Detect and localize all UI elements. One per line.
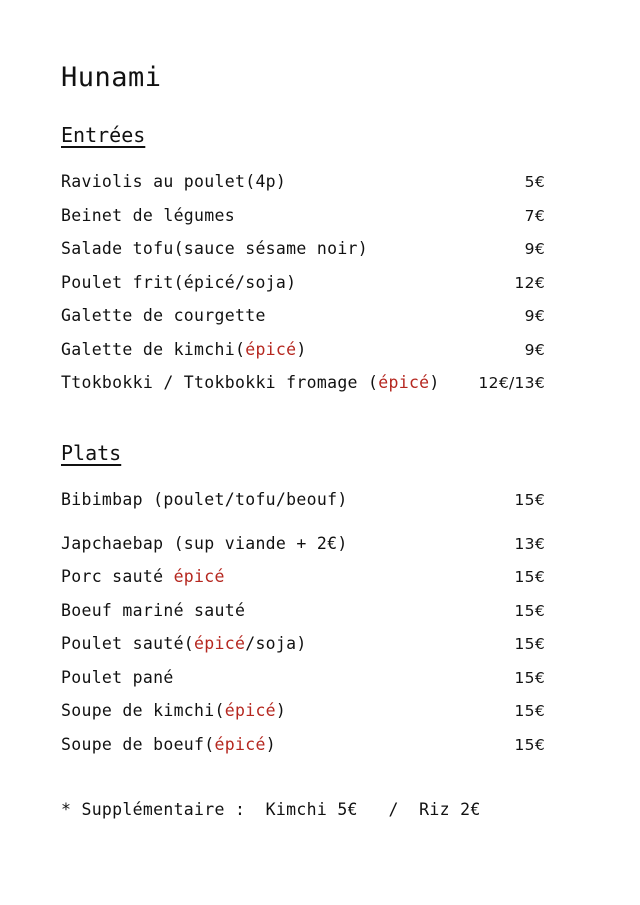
menu-item-name — [61, 172, 286, 191]
menu-item-name-part: Poulet frit(épicé/soja) — [61, 272, 297, 292]
menu-item-price: 15€ — [514, 702, 545, 720]
menu-item-name — [61, 567, 225, 586]
menu-item-price: 5€ — [524, 173, 545, 191]
menu-item-name — [61, 735, 276, 754]
menu-item — [61, 239, 545, 273]
menu-item-name-part: /soja) — [245, 634, 307, 653]
menu-item-name-part: Porc sauté — [61, 567, 174, 586]
menu-item-price: 15€ — [514, 668, 545, 687]
menu-item — [61, 634, 545, 668]
spicy-label: épicé — [224, 701, 276, 720]
menu-item-name-part: Salade tofu(sauce sésame noir) — [61, 239, 369, 258]
menu-item-name — [61, 340, 307, 359]
menu-item-name-part: Poulet sauté( — [61, 634, 195, 653]
menu-item-name-part: Galette de courgette — [61, 306, 266, 325]
menu-item-price: 12€/13€ — [478, 374, 545, 392]
menu-item-name — [61, 490, 348, 509]
menu-item-price: 12€ — [514, 273, 545, 292]
menu-item — [61, 534, 545, 568]
spicy-label: épicé — [214, 734, 266, 754]
menu-item-price: 15€ — [514, 568, 545, 586]
menu-item — [61, 567, 545, 601]
section-title-plats: Plats — [61, 441, 122, 465]
menu-item — [61, 701, 545, 735]
supplement-note: * Supplémentaire : Kimchi 5€ / Riz 2€ — [61, 800, 481, 819]
plats-list — [61, 490, 545, 768]
menu-item-name-part: Ttokbokki / Ttokbokki fromage ( — [61, 373, 379, 392]
menu-item-name — [61, 206, 235, 225]
menu-item-name — [61, 239, 368, 258]
spicy-label: épicé — [245, 339, 297, 359]
spicy-label: épicé — [194, 634, 246, 653]
spicy-label: épicé — [173, 567, 225, 586]
menu-item — [61, 206, 545, 240]
menu-item-price: 15€ — [514, 601, 545, 620]
restaurant-title: Hunami — [61, 62, 162, 93]
menu-item-name-part: Beinet de légumes — [61, 205, 235, 225]
menu-item-name-part: Boeuf mariné sauté — [61, 600, 246, 620]
menu-item — [61, 340, 545, 374]
menu-item-name — [61, 601, 245, 620]
menu-item-name-part: ) — [275, 701, 287, 720]
menu-item — [61, 172, 545, 206]
menu-item-name-part: Soupe de kimchi( — [61, 701, 225, 720]
menu-item-name-part: ) — [265, 734, 276, 754]
menu-item — [61, 735, 545, 769]
menu-item-name — [61, 306, 266, 325]
menu-item — [61, 373, 545, 407]
menu-item-name — [61, 534, 348, 553]
menu-item-name — [61, 634, 307, 653]
menu-item — [61, 273, 545, 307]
menu-item-price: 7€ — [524, 206, 545, 225]
menu-item-name-part: Japchaebap (sup viande + 2€) — [61, 533, 348, 553]
menu-item-name-part: Soupe de boeuf( — [61, 734, 215, 754]
menu-item — [61, 601, 545, 635]
menu-item-price: 9€ — [524, 240, 545, 258]
menu-item-price: 9€ — [524, 340, 545, 359]
menu-item-price: 13€ — [514, 534, 545, 553]
menu-item-price: 9€ — [524, 307, 545, 325]
entrees-list — [61, 172, 545, 407]
menu-item-name-part: Poulet pané — [61, 667, 174, 687]
menu-item — [61, 490, 545, 524]
menu-item-name-part: Bibimbap (poulet/tofu/beouf) — [61, 490, 348, 509]
menu-item — [61, 668, 545, 702]
menu-item-name — [61, 373, 440, 392]
menu-item — [61, 306, 545, 340]
menu-item-price: 15€ — [514, 491, 545, 509]
menu-item-name-part: Raviolis au poulet(4p) — [61, 172, 287, 191]
menu-item-price: 15€ — [514, 635, 545, 653]
menu-item-name — [61, 701, 286, 720]
menu-item-name — [61, 273, 296, 292]
section-title-entrees: Entrées — [61, 123, 146, 147]
menu-item-name-part: ) — [296, 339, 307, 359]
menu-item-price: 15€ — [514, 735, 545, 754]
menu-item-name-part: Galette de kimchi( — [61, 339, 246, 359]
menu-item-name-part: ) — [429, 373, 440, 392]
spicy-label: épicé — [378, 373, 430, 392]
menu-item-name — [61, 668, 174, 687]
